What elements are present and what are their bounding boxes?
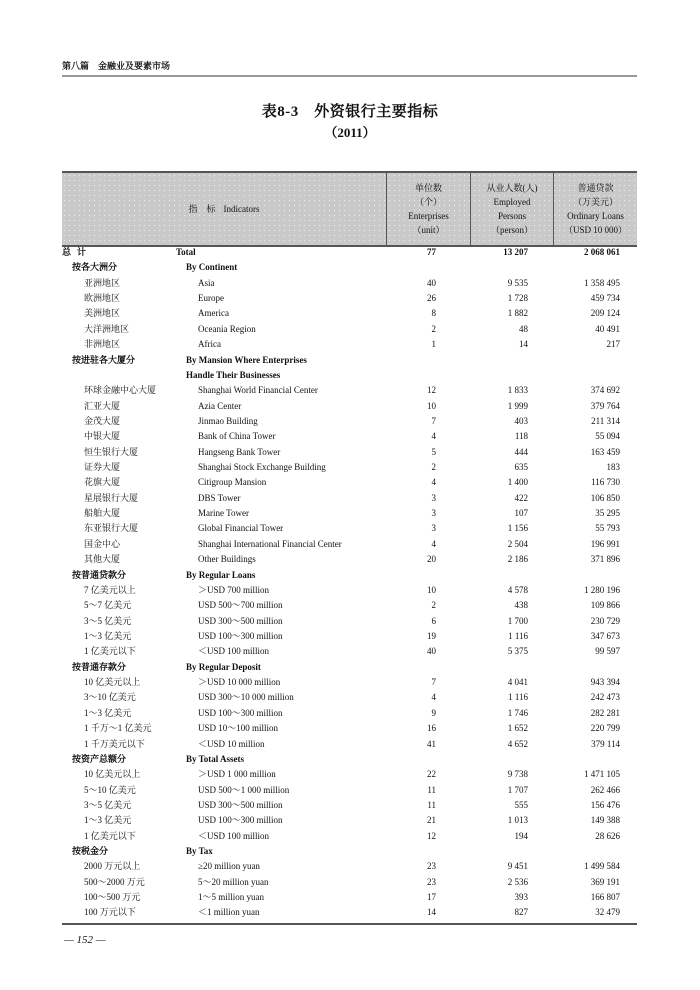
indicator-zh: 5～10 亿美元: [84, 784, 136, 795]
table-row: [62, 322, 637, 337]
indicator-en: Azia Center: [198, 400, 242, 411]
indicator-en: USD 100～300 million: [198, 707, 283, 718]
employed-persons-value: 438: [514, 600, 528, 611]
header-line: Ordinary Loans: [567, 211, 624, 221]
indicator-en: Shanghai Stock Exchange Building: [198, 462, 326, 473]
ordinary-loans-value: 211 314: [591, 415, 620, 426]
indicator-en: USD 500～1 000 million: [198, 784, 290, 795]
table-group-row: [62, 660, 637, 675]
employed-persons-value: 1 400: [507, 477, 528, 488]
indicator-en: USD 100～300 million: [198, 815, 283, 826]
indicator-zh: 100～500 万元: [84, 892, 141, 903]
table-row: [62, 445, 637, 460]
ordinary-loans-value: 116 730: [591, 477, 620, 488]
table-group-row: [62, 260, 637, 275]
table-group-row: [62, 353, 637, 368]
enterprises-value: 16: [427, 723, 436, 734]
table-row: [62, 291, 637, 306]
indicator-zh: 按普通存款分: [72, 661, 127, 672]
table-row: [62, 629, 637, 644]
enterprises-value: 3: [431, 523, 436, 534]
enterprises-value: 26: [427, 293, 436, 304]
indicator-zh: 恒生银行大厦: [84, 446, 139, 457]
table-row: [62, 737, 637, 752]
employed-persons-value: 4 578: [507, 584, 528, 595]
employed-persons-value: 9 451: [507, 861, 528, 872]
table-row: [62, 276, 637, 291]
employed-persons-value: 14: [519, 339, 528, 350]
indicator-zh: 3～5 亿美元: [84, 615, 132, 626]
employed-persons-value: 9 535: [507, 277, 528, 288]
table-row: [62, 583, 637, 598]
indicator-en: Oceania Region: [198, 323, 256, 334]
indicator-en: Marine Tower: [198, 508, 249, 519]
table-body: [62, 245, 637, 921]
enterprises-value: 19: [427, 630, 436, 641]
table-row: [62, 690, 637, 705]
ordinary-loans-value: 459 734: [590, 293, 620, 304]
employed-persons-value: 403: [514, 415, 528, 426]
employed-persons-value: 444: [514, 446, 528, 457]
indicator-en: ＜USD 100 million: [198, 646, 270, 657]
ordinary-loans-value: 28 626: [595, 830, 620, 841]
employed-persons-value: 1 707: [507, 784, 528, 795]
ordinary-loans-value: 282 281: [590, 707, 620, 718]
enterprises-value: 40: [427, 646, 436, 657]
indicator-en: Shanghai World Financial Center: [198, 385, 318, 396]
ordinary-loans-value: 156 476: [590, 799, 620, 810]
indicator-en: By Continent: [186, 262, 238, 273]
indicator-en: Shanghai International Financial Center: [198, 538, 342, 549]
table-row: [62, 813, 637, 828]
table-row: [62, 521, 637, 536]
indicator-en: Africa: [198, 339, 221, 350]
table-title: 表8-3 外资银行主要指标: [261, 104, 439, 120]
running-head: 第八篇 金融业及要素市场: [62, 61, 637, 77]
ordinary-loans-value: 55 094: [595, 431, 620, 442]
table-bottom-rule: [62, 923, 637, 925]
indicator-zh: 按普通贷款分: [72, 569, 127, 580]
header-line: 从业人数(人): [486, 183, 538, 193]
indicator-zh: 国金中心: [84, 538, 121, 549]
table-row: [62, 337, 637, 352]
indicator-en: Global Financial Tower: [198, 523, 284, 534]
indicator-zh: 大洋洲地区: [84, 323, 130, 334]
indicator-en: DBS Tower: [198, 492, 241, 503]
ordinary-loans-value: 379 764: [590, 400, 620, 411]
enterprises-value: 6: [431, 615, 436, 626]
indicator-en: USD 500～700 million: [198, 600, 283, 611]
indicator-zh: 5～7 亿美元: [84, 600, 132, 611]
enterprises-value: 2: [431, 323, 436, 334]
employed-persons-value: 118: [514, 431, 528, 442]
employed-persons-value: 4 041: [507, 677, 528, 688]
enterprises-value: 21: [427, 815, 436, 826]
employed-persons-value: 1 013: [507, 815, 528, 826]
employed-persons-value: 1 882: [507, 308, 528, 319]
table-row: [62, 721, 637, 736]
indicator-en: USD 300～500 million: [198, 615, 283, 626]
ordinary-loans-value: 149 388: [590, 815, 620, 826]
enterprises-value: 1: [431, 339, 436, 350]
header-indicators-zh: 指 标: [188, 204, 216, 214]
enterprises-value: 11: [427, 784, 436, 795]
indicator-zh: 总计: [62, 247, 93, 257]
indicator-zh: 按税金分: [72, 846, 109, 857]
employed-persons-value: 107: [514, 508, 528, 519]
enterprises-value: 11: [427, 799, 436, 810]
indicator-en: ＞USD 1 000 million: [198, 769, 276, 780]
indicator-en: Other Buildings: [198, 554, 256, 565]
header-ordinary-loans: [553, 173, 637, 245]
table-row: [62, 829, 637, 844]
table-row: [62, 675, 637, 690]
indicator-zh: 其他大厦: [84, 554, 121, 565]
ordinary-loans-value: 183: [606, 462, 620, 473]
indicator-en: ＜1 million yuan: [198, 907, 260, 918]
ordinary-loans-value: 99 597: [595, 646, 620, 657]
indicator-zh: 3～10 亿美元: [84, 692, 136, 703]
ordinary-loans-value: 943 394: [590, 677, 620, 688]
ordinary-loans-value: 1 280 196: [584, 584, 620, 595]
ordinary-loans-value: 262 466: [590, 784, 620, 795]
enterprises-value: 77: [427, 247, 436, 257]
table-row: [62, 460, 637, 475]
table-header: [62, 171, 637, 247]
indicator-zh: 100 万元以下: [84, 907, 136, 918]
header-line: 普通贷款: [577, 183, 614, 193]
indicator-zh: 10 亿美元以上: [84, 677, 141, 688]
table-row: [62, 767, 637, 782]
indicator-en: USD 10～100 million: [198, 723, 279, 734]
indicator-en: 1～5 million yuan: [198, 892, 264, 903]
header-line: Employed: [493, 197, 531, 207]
indicator-en: By Regular Loans: [186, 569, 256, 580]
table-row: [62, 414, 637, 429]
enterprises-value: 9: [431, 707, 436, 718]
ordinary-loans-value: 1 499 584: [584, 861, 620, 872]
header-line: （unit）: [412, 225, 445, 235]
indicator-zh: 1 千万～1 亿美元: [84, 723, 152, 734]
header-line: 单位数: [414, 183, 442, 193]
enterprises-value: 23: [427, 876, 436, 887]
enterprises-value: 7: [431, 415, 436, 426]
ordinary-loans-value: 196 991: [590, 538, 620, 549]
table-row: [62, 306, 637, 321]
employed-persons-value: 422: [514, 492, 528, 503]
indicator-zh: 美洲地区: [84, 308, 121, 319]
indicator-zh: 花旗大厦: [84, 477, 121, 488]
indicator-en: By Tax: [186, 846, 213, 857]
indicator-en: ＞USD 10 000 million: [198, 677, 281, 688]
enterprises-value: 4: [431, 477, 436, 488]
header-indicators-en: Indicators: [223, 204, 260, 214]
ordinary-loans-value: 374 692: [590, 385, 620, 396]
employed-persons-value: 555: [514, 799, 528, 810]
employed-persons-value: 635: [514, 462, 528, 473]
indicator-en: Total: [176, 247, 196, 257]
ordinary-loans-value: 35 295: [595, 508, 620, 519]
enterprises-value: 3: [431, 492, 436, 503]
indicator-zh: 1～3 亿美元: [84, 630, 132, 641]
employed-persons-value: 13 207: [503, 247, 528, 257]
table-row: [62, 475, 637, 490]
indicator-zh: 欧洲地区: [84, 293, 121, 304]
indicator-en: Citigroup Mansion: [198, 477, 267, 488]
indicator-zh: 环球金融中心大厦: [84, 385, 157, 396]
indicator-en: ＜USD 10 million: [198, 738, 265, 749]
enterprises-value: 4: [431, 692, 436, 703]
indicator-zh: 按进驻各大厦分: [72, 354, 136, 365]
table-row: [62, 537, 637, 552]
ordinary-loans-value: 230 729: [590, 615, 620, 626]
indicator-en: Europe: [198, 293, 224, 304]
enterprises-value: 12: [427, 385, 436, 396]
enterprises-value: 22: [427, 769, 436, 780]
ordinary-loans-value: 1 471 105: [584, 769, 620, 780]
indicator-zh: 金茂大厦: [84, 415, 121, 426]
ordinary-loans-value: 347 673: [590, 630, 620, 641]
indicator-en: Hangseng Bank Tower: [198, 446, 281, 457]
indicator-zh: 1 亿美元以下: [84, 646, 136, 657]
table-group-row: [62, 568, 637, 583]
indicator-zh: 按各大洲分: [72, 262, 118, 273]
enterprises-value: 4: [431, 431, 436, 442]
indicator-en: USD 300～10 000 million: [198, 692, 294, 703]
indicator-zh: 2000 万元以上: [84, 861, 141, 872]
enterprises-value: 14: [427, 907, 436, 918]
table-row: [62, 644, 637, 659]
table-row: [62, 706, 637, 721]
employed-persons-value: 1 652: [507, 723, 528, 734]
indicator-zh: 东亚银行大厦: [84, 523, 139, 534]
ordinary-loans-value: 109 866: [590, 600, 620, 611]
indicator-en: ＞USD 700 million: [198, 584, 270, 595]
header-line: （person）: [491, 225, 533, 235]
ordinary-loans-value: 379 114: [591, 738, 620, 749]
enterprises-value: 41: [427, 738, 436, 749]
header-indicators: [62, 173, 386, 245]
indicator-en: 5～20 million yuan: [198, 876, 269, 887]
page-number: — 152 —: [64, 934, 106, 946]
indicator-zh: 7 亿美元以上: [84, 584, 136, 595]
ordinary-loans-value: 220 799: [590, 723, 620, 734]
indicator-en: ＜USD 100 million: [198, 830, 270, 841]
table-row: [62, 798, 637, 813]
employed-persons-value: 2 186: [507, 554, 528, 565]
indicator-zh: 亚洲地区: [84, 277, 121, 288]
indicator-en: America: [198, 308, 229, 319]
header-line: Enterprises: [408, 211, 449, 221]
employed-persons-value: 1 833: [507, 385, 528, 396]
employed-persons-value: 5 375: [507, 646, 528, 657]
enterprises-value: 2: [431, 600, 436, 611]
ordinary-loans-value: 40 491: [595, 323, 620, 334]
indicator-zh: 证券大厦: [84, 462, 121, 473]
employed-persons-value: 4 652: [507, 738, 528, 749]
table-row: [62, 890, 637, 905]
table-subtitle: （2011）: [324, 125, 376, 140]
enterprises-value: 10: [427, 584, 436, 595]
table-row: [62, 383, 637, 398]
enterprises-value: 23: [427, 861, 436, 872]
table-row: [62, 614, 637, 629]
indicator-zh: 非洲地区: [84, 339, 121, 350]
indicator-zh: 1 千万美元以下: [84, 738, 145, 749]
employed-persons-value: 1 156: [507, 523, 528, 534]
ordinary-loans-value: 242 473: [590, 692, 620, 703]
ordinary-loans-value: 106 850: [590, 492, 620, 503]
header-line: （个）: [414, 197, 442, 207]
header-line: （USD 10 000）: [563, 225, 627, 235]
table-group-row: [62, 844, 637, 859]
header-enterprises: [386, 173, 470, 245]
table-row: [62, 905, 637, 920]
employed-persons-value: 393: [514, 892, 528, 903]
table-row: [62, 859, 637, 874]
employed-persons-value: 1 999: [507, 400, 528, 411]
indicator-en: Asia: [198, 277, 215, 288]
ordinary-loans-value: 2 068 061: [584, 247, 620, 257]
employed-persons-value: 2 536: [507, 876, 528, 887]
enterprises-value: 5: [431, 446, 436, 457]
ordinary-loans-value: 1 358 495: [584, 277, 620, 288]
employed-persons-value: 48: [519, 323, 528, 334]
employed-persons-value: 1 746: [507, 707, 528, 718]
table-row: [62, 506, 637, 521]
indicator-en: By Regular Deposit: [186, 661, 261, 672]
table-row: [62, 491, 637, 506]
table-group-row: [62, 752, 637, 767]
indicator-en: By Mansion Where Enterprises: [186, 354, 307, 365]
enterprises-value: 17: [427, 892, 436, 903]
table-row: [62, 598, 637, 613]
employed-persons-value: 2 504: [507, 538, 528, 549]
indicator-zh: 1 亿美元以下: [84, 830, 136, 841]
table-row: [62, 552, 637, 567]
employed-persons-value: 9 738: [507, 769, 528, 780]
ordinary-loans-value: 163 459: [590, 446, 620, 457]
employed-persons-value: 1 116: [508, 630, 528, 641]
indicator-zh: 1～3 亿美元: [84, 815, 132, 826]
enterprises-value: 10: [427, 400, 436, 411]
table-row: [62, 399, 637, 414]
enterprises-value: 40: [427, 277, 436, 288]
indicator-en: ≥20 million yuan: [198, 861, 260, 872]
indicator-zh: 1～3 亿美元: [84, 707, 132, 718]
indicator-zh: 船舶大厦: [84, 508, 121, 519]
table-row: [62, 875, 637, 890]
header-employed-persons: [470, 173, 553, 245]
ordinary-loans-value: 32 479: [595, 907, 620, 918]
ordinary-loans-value: 55 793: [595, 523, 620, 534]
table-row: [62, 429, 637, 444]
indicator-en: USD 100～300 million: [198, 630, 283, 641]
ordinary-loans-value: 209 124: [590, 308, 620, 319]
enterprises-value: 4: [431, 538, 436, 549]
indicator-en: USD 300～500 million: [198, 799, 283, 810]
enterprises-value: 8: [431, 308, 436, 319]
employed-persons-value: 827: [514, 907, 528, 918]
indicator-zh: 中银大厦: [84, 431, 121, 442]
indicator-zh: 3～5 亿美元: [84, 799, 132, 810]
enterprises-value: 20: [427, 554, 436, 565]
ordinary-loans-value: 217: [606, 339, 620, 350]
table-row: [62, 783, 637, 798]
indicator-zh: 10 亿美元以上: [84, 769, 141, 780]
indicator-zh: 500～2000 万元: [84, 876, 145, 887]
enterprises-value: 2: [431, 462, 436, 473]
table-total-row: [62, 245, 637, 260]
ordinary-loans-value: 369 191: [590, 876, 620, 887]
indicator-en: Jinmao Building: [198, 415, 258, 426]
employed-persons-value: 1 116: [508, 692, 528, 703]
employed-persons-value: 1 700: [507, 615, 528, 626]
indicator-en: By Total Assets: [186, 753, 245, 764]
indicator-zh: 星展银行大厦: [84, 492, 139, 503]
indicator-zh: 按资产总额分: [72, 753, 127, 764]
ordinary-loans-value: 371 896: [590, 554, 620, 565]
enterprises-value: 12: [427, 830, 436, 841]
enterprises-value: 3: [431, 508, 436, 519]
ordinary-loans-value: 166 807: [590, 892, 620, 903]
table-row: [62, 368, 637, 383]
employed-persons-value: 194: [514, 830, 528, 841]
header-line: Persons: [497, 211, 526, 221]
indicator-en: Bank of China Tower: [198, 431, 276, 442]
indicator-zh: 汇亚大厦: [84, 400, 121, 411]
header-line: （万美元）: [572, 197, 618, 207]
indicator-en: Handle Their Businesses: [186, 369, 281, 380]
employed-persons-value: 1 728: [507, 293, 528, 304]
enterprises-value: 7: [431, 677, 436, 688]
